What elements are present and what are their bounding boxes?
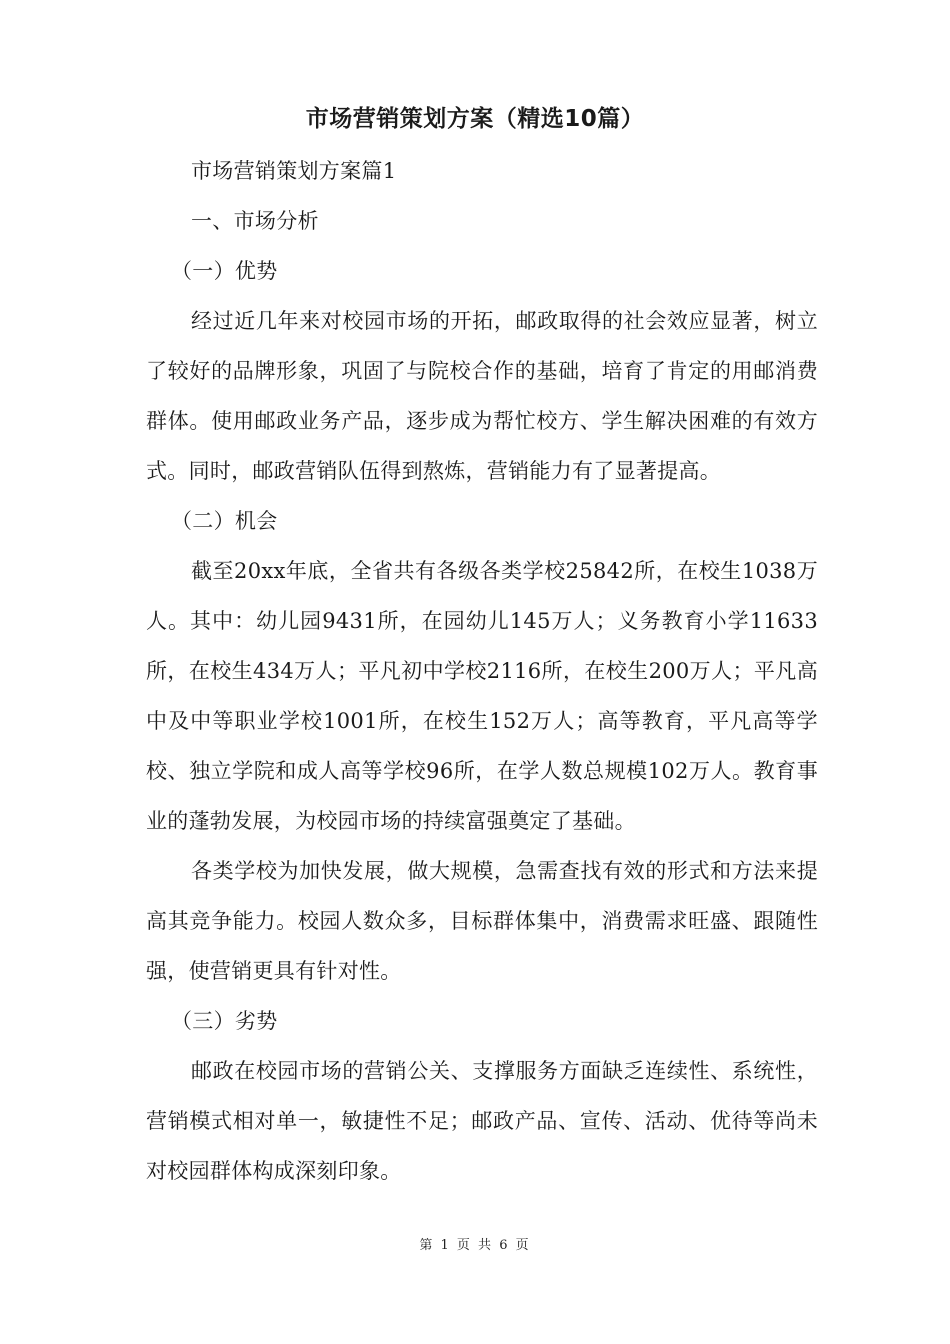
body-paragraph: 邮政在校园市场的营销公关、支撑服务方面缺乏连续性、系统性，营销模式相对单一，敏捷性不足；邮政产品、宣传、活动、优待等尚未对校园群体构成深刻印象。 [146, 1059, 818, 1183]
section-heading: 一、市场分析 [191, 209, 319, 233]
body-paragraph: 截至20xx年底，全省共有各级各类学校25842所，在校生1038万人。其中：幼儿园9431所，在园幼儿145万人；义务教育小学11633所，在校生434万人；平凡初中学校2116所，在校生200万人；平凡高中及中等职业学校1001所，在校生152万人；高等教育，平凡高等学校、独立学院和成人高等学校96所，在学人数总规模102万人。教育事业的蓬勃发展，为校园市场的持续富强奠定了基础。 [146, 559, 818, 833]
document-body [146, 146, 818, 1196]
body-paragraph: 各类学校为加快发展，做大规模，急需查找有效的形式和方法来提高其竞争能力。校园人数众多，目标群体集中，消费需求旺盛、跟随性强，使营销更具有针对性。 [146, 859, 818, 983]
section-heading: 市场营销策划方案篇1 [191, 159, 397, 183]
subsection-heading: （一）优势 [171, 259, 278, 283]
body-paragraph: 经过近几年来对校园市场的开拓，邮政取得的社会效应显著，树立了较好的品牌形象，巩固了与院校合作的基础，培育了肯定的用邮消费群体。使用邮政业务产品，逐步成为帮忙校方、学生解决困难的有效方式。同时，邮政营销队伍得到熬炼，营销能力有了显著提高。 [146, 309, 818, 483]
subsection-heading: （二）机会 [171, 509, 278, 533]
document-title: 市场营销策划方案（精选10篇） [305, 106, 645, 132]
subsection-heading: （三）劣势 [171, 1009, 278, 1033]
page-number-footer: 第 1 页 共 6 页 [419, 1238, 531, 1253]
